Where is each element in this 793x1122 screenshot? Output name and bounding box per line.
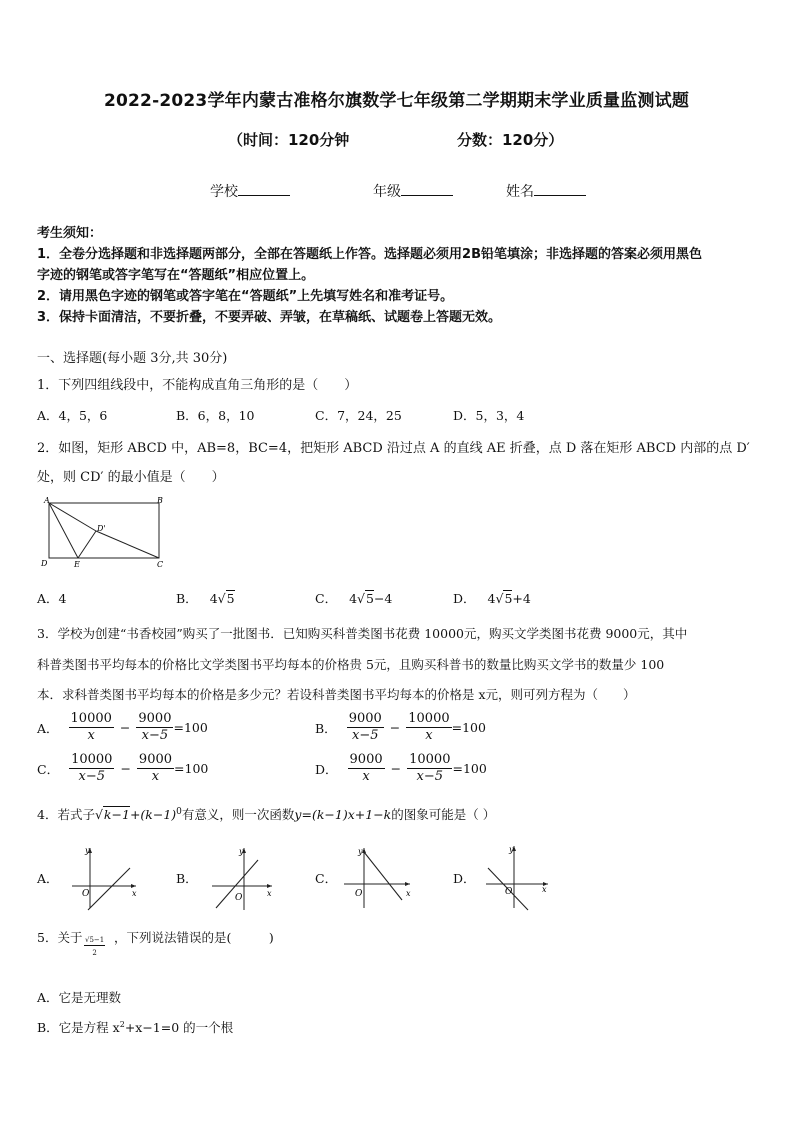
sqrt-icon: √ xyxy=(217,591,226,606)
q3-stem-line2: 科普类图书平均每本的价格比文学类图书平均每本的价格贵 5元，且购买科普书的数量比购买文学书的数量少 100 xyxy=(37,657,665,672)
name-field xyxy=(506,181,586,201)
q2-option-d xyxy=(453,589,531,607)
q2-option-d-label: D． xyxy=(453,591,476,606)
q4-exponent: 0 xyxy=(176,806,182,817)
denominator: x−5 xyxy=(78,769,105,784)
fraction xyxy=(69,711,114,744)
rhs: =100 xyxy=(452,761,487,776)
segment-cd-prime xyxy=(96,531,159,558)
exam-score: 分数：120分） xyxy=(457,131,564,149)
operator: − xyxy=(390,761,402,776)
axis-x-label: x xyxy=(406,889,411,898)
axis-x-label: x xyxy=(267,889,272,898)
origin-label: O xyxy=(235,893,243,903)
denominator: x−5 xyxy=(351,728,379,743)
rhs: =100 xyxy=(451,720,486,735)
school-blank xyxy=(238,183,290,196)
q4-stem xyxy=(37,805,495,823)
notice-item-1b: 字迹的钢笔或答字笔写在“答题纸”相应位置上。 xyxy=(37,268,315,283)
q2-option-d-tail: +4 xyxy=(512,591,531,606)
section-title: 一、选择题(每小题 3分,共 30分) xyxy=(37,351,228,366)
sqrt-icon: √ xyxy=(94,807,103,822)
q3-stem-line3: 本．求科普类图书平均每本的价格是多少元？若设科普类图书平均每本的价格是 x元，则可列方程为（ ） xyxy=(37,687,636,702)
exam-time: （时间：120分钟 xyxy=(228,131,350,149)
grade-label: 年级 xyxy=(373,184,401,200)
q4-option-c-label: C． xyxy=(315,871,338,886)
q2-option-c xyxy=(315,589,392,607)
segment-ed-prime xyxy=(78,531,96,558)
denominator: x−5 xyxy=(416,769,444,784)
label-d: D xyxy=(41,559,48,568)
denominator: x−5 xyxy=(141,728,169,743)
q5-fraction-numerator: √5−1 xyxy=(85,936,105,944)
q2-option-b xyxy=(176,589,235,607)
numerator: 9000 xyxy=(138,711,172,726)
q3-option-c xyxy=(37,752,208,785)
sqrt-icon: √ xyxy=(357,591,365,606)
denominator: x xyxy=(151,769,160,784)
q5-option-b-exponent: 2 xyxy=(119,1019,125,1029)
q3-stem-line1: 3．学校为创建“书香校园”购买了一批图书．已知购买科普类图书花费 10000元，购买文学类图书花费 9000元，其中 xyxy=(37,626,688,641)
axis-y-label: y xyxy=(85,846,90,855)
school-field xyxy=(210,181,290,201)
q5-option-b-text-b: +x−1=0 的一个根 xyxy=(124,1020,234,1035)
grade-blank xyxy=(401,183,453,196)
operator: − xyxy=(389,720,401,735)
rhs: =100 xyxy=(174,761,209,776)
school-label: 学校 xyxy=(210,184,238,200)
q4-option-a-label: A． xyxy=(37,871,59,886)
q2-option-b-label: B． xyxy=(176,591,198,606)
page-title: 2022-2023学年内蒙古准格尔旗数学七年级第二学期期末学业质量监测试题 xyxy=(103,91,690,111)
numerator: 10000 xyxy=(408,711,450,726)
axis-y-label: y xyxy=(239,847,244,856)
operator: − xyxy=(119,720,131,735)
q4-option-d-label: D． xyxy=(453,871,476,886)
q2-option-d-radicand: 5 xyxy=(504,591,513,606)
fraction xyxy=(406,711,451,744)
q2-option-a-label: A． xyxy=(37,591,59,606)
q3-option-d xyxy=(315,752,487,785)
operator: − xyxy=(120,761,131,776)
q4-graph-b xyxy=(208,842,283,914)
q4-function: y=(k−1)x+1−k xyxy=(294,807,392,822)
q4-stem-b: 有意义，则一次函数 xyxy=(181,807,295,822)
q4-option-b-label: B． xyxy=(176,871,198,886)
fraction xyxy=(136,711,173,744)
origin-label: O xyxy=(82,889,90,899)
q2-stem-line1: 2．如图，矩形 ABCD 中，AB=8，BC=4，把矩形 ABCD 沿过点 A 的直线 AE 折叠，点 D 落在矩形 ABCD 内部的点 D′ xyxy=(37,441,750,456)
q1-option-a: A．4，5，6 xyxy=(37,408,108,423)
q4-stem-a: 4．若式子 xyxy=(37,807,95,822)
label-c: C xyxy=(157,560,164,569)
axis-x-label: x xyxy=(542,885,547,894)
sqrt-icon: √ xyxy=(495,591,504,606)
grade-field xyxy=(373,181,453,201)
origin-label: O xyxy=(505,887,513,897)
q4-graph-a xyxy=(68,842,143,914)
denominator: x xyxy=(362,769,370,784)
q5-option-b-text-a: B．它是方程 x xyxy=(37,1020,120,1035)
q2-option-b-radicand: 5 xyxy=(226,591,235,606)
q4-stem-c: 的图象可能是（ ） xyxy=(391,807,496,822)
q1-option-b: B．6，8，10 xyxy=(176,408,255,423)
q5-option-a: A．它是无理数 xyxy=(37,990,122,1005)
q3-option-d-label: D． xyxy=(315,761,338,777)
q3-option-a-label: A． xyxy=(37,720,59,736)
q5-stem-b: ，下列说法错误的是( ) xyxy=(114,930,274,945)
axis-x-label: x xyxy=(132,889,137,898)
q5-fraction-denominator: 2 xyxy=(92,949,97,957)
q5-fraction xyxy=(84,935,105,960)
q2-rectangle-figure xyxy=(38,495,173,570)
numerator: 9000 xyxy=(348,711,382,726)
q4-graph-c xyxy=(340,842,415,914)
fraction xyxy=(407,752,452,785)
q2-option-c-label: C． xyxy=(315,591,338,606)
q2-option-b-coef: 4 xyxy=(209,591,218,606)
fraction xyxy=(69,752,114,785)
q1-stem: 1．下列四组线段中，不能构成直角三角形的是（ ） xyxy=(37,378,358,393)
numerator: 9000 xyxy=(138,752,173,767)
label-a: A xyxy=(44,496,50,505)
label-e: E xyxy=(74,560,80,569)
numerator: 9000 xyxy=(349,752,383,767)
q2-stem-line2: 处，则 CD′ 的最小值是（ ） xyxy=(37,470,225,485)
notice-item-1a: 1．全卷分选择题和非选择题两部分，全部在答题纸上作答。选择题必须用2B铅笔填涂；非选择题的答案必须用黑色 xyxy=(37,247,703,262)
q2-option-d-coef: 4 xyxy=(487,591,496,606)
label-b: B xyxy=(157,496,163,505)
denominator: x xyxy=(87,728,95,743)
q3-option-b xyxy=(315,711,486,744)
notice-item-3: 3．保持卡面清洁，不要折叠，不要弄破、弄皱，在草稿纸、试题卷上答题无效。 xyxy=(37,310,502,325)
numerator: 10000 xyxy=(71,752,113,767)
q1-option-c: C．7，24，25 xyxy=(315,408,402,423)
notice-heading: 考生须知： xyxy=(37,226,103,241)
axis-y-label: y xyxy=(358,847,363,856)
numerator: 10000 xyxy=(409,752,451,767)
q4-radicand: k−1 xyxy=(103,807,130,822)
q3-option-b-label: B． xyxy=(315,720,337,736)
q2-option-a-value: 4 xyxy=(58,591,67,606)
q4-expr2: +(k−1) xyxy=(129,807,177,822)
q2-option-a xyxy=(37,589,66,607)
notice-item-2: 2．请用黑色字迹的钢笔或答字笔在“答题纸”上先填写姓名和准考证号。 xyxy=(37,289,454,304)
q1-option-d: D．5，3，4 xyxy=(453,408,525,423)
axis-y-label: y xyxy=(509,845,514,854)
origin-label: O xyxy=(355,889,363,899)
fraction xyxy=(137,752,174,785)
q3-option-a xyxy=(37,711,208,744)
q2-option-c-tail: −4 xyxy=(373,591,393,606)
name-label: 姓名 xyxy=(506,184,534,200)
fraction xyxy=(348,752,385,785)
q2-option-c-radicand: 5 xyxy=(366,591,374,606)
q3-option-c-label: C． xyxy=(37,761,60,777)
q2-option-c-coef: 4 xyxy=(349,591,358,606)
q5-stem-a: 5．关于 xyxy=(37,930,83,945)
q5-option-b xyxy=(37,1018,233,1036)
rhs: =100 xyxy=(173,720,208,735)
numerator: 10000 xyxy=(70,711,112,726)
fraction xyxy=(347,711,384,744)
name-blank xyxy=(534,183,586,196)
label-d-prime: D' xyxy=(97,524,106,533)
q4-graph-d xyxy=(482,842,562,914)
denominator: x xyxy=(425,728,433,743)
